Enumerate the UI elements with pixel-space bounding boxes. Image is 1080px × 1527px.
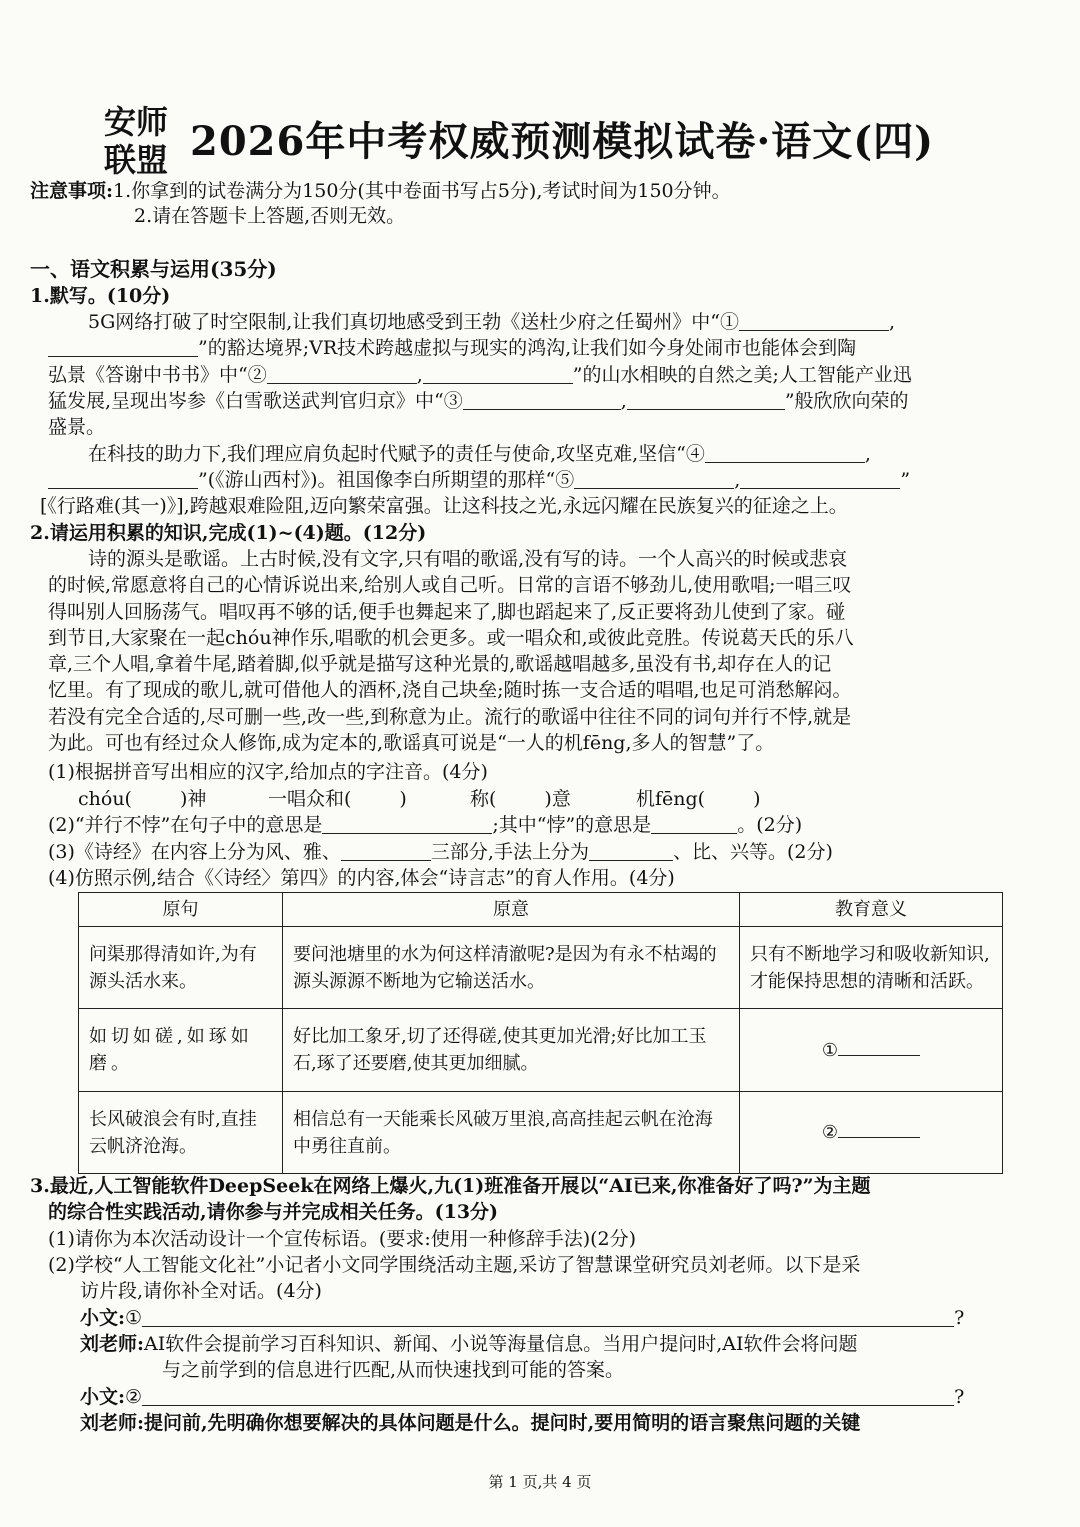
answer-number-2: ② — [821, 1122, 839, 1143]
notice-item-1: 1.你拿到的试卷满分为150分(其中卷面书写占5分),考试时间为150分钟。 — [113, 180, 731, 202]
dialogue-text-2: AI软件会提前学习百科知识、新闻、小说等海量信息。当用户提问时,AI软件会将问题 — [144, 1333, 858, 1355]
table-cell-meaning: 要问池塘里的水为何这样清澈呢?是因为有永不枯竭的源头源源不断地为它输送活水。 — [283, 927, 740, 1009]
dialogue-line-2b: 与之前学到的信息进行匹配,从而快速找到可能的答案。 — [162, 1359, 625, 1381]
q3-sub-2-line-1: (2)学校“人工智能文化社”小记者小文同学围绕活动主题,采访了智慧课堂研究员刘老师。以下是采 — [48, 1254, 861, 1276]
q1-line-2 — [48, 335, 856, 361]
q2-sub-4: (4)仿照示例,结合《〈诗经〉第四》的内容,体会“诗言志”的育人作用。(4分) — [48, 867, 675, 889]
page-title: 2026年中考权威预测模拟试卷·语文(四) — [190, 118, 935, 165]
speaker-teacher-liu: 刘老师: — [80, 1412, 145, 1434]
q1-text-3a: 弘景《答谢中书书》中“② — [48, 364, 267, 386]
q1-line-7 — [48, 467, 910, 493]
q2-sub-1-c-label: 称( — [470, 788, 497, 810]
dialogue-line-2 — [80, 1331, 858, 1357]
q2-sub-3-text-a: (3)《诗经》在内容上分为风、雅、 — [48, 841, 341, 863]
q1-blank-1b[interactable] — [48, 336, 198, 357]
q2-sub-2-text-c: 。(2分) — [737, 814, 803, 836]
q1-line-4 — [48, 388, 909, 414]
q2-sub-1-b-suffix: ) — [399, 788, 407, 810]
q2-sub-3 — [48, 839, 833, 865]
q1-text-4c: ”般欣欣向荣的 — [784, 390, 909, 412]
q2-sub-3-blank-1[interactable] — [341, 840, 431, 861]
q1-text-2: ”的豁达境界;VR技术跨越虚拟与现实的鸿沟,让我们如今身处闹市也能体会到陶 — [198, 337, 857, 359]
q2-sub-2-blank-1[interactable] — [322, 813, 492, 834]
table-cell-original: 长风破浪会有时,直挂云帆济沧海。 — [79, 1092, 283, 1174]
q1-sep-2: , — [416, 364, 423, 386]
speaker-xiaowen: 小文: — [80, 1307, 126, 1329]
q1-text-7a: ”(《游山西村》)。祖国像李白所期望的那样“⑤ — [198, 469, 575, 491]
notice-label: 注意事项: — [30, 180, 114, 202]
answer-number-1: ① — [821, 1039, 839, 1061]
q3-sub-1: (1)请你为本次活动设计一个宣传标语。(要求:使用一种修辞手法)(2分) — [48, 1228, 637, 1250]
q2-sub-1-a-suffix: )神 — [179, 788, 207, 810]
q2-sub-1-d-suffix: ) — [753, 788, 761, 810]
notice-line-1 — [30, 178, 731, 204]
dialogue-num-1: ① — [125, 1307, 143, 1329]
table-cell-original: 问渠那得清如许,为有源头活水来。 — [79, 927, 283, 1009]
speaker-xiaowen: 小文: — [80, 1386, 126, 1408]
table-header-cell: 原句 — [79, 893, 283, 927]
q1-line-5: 盛景。 — [48, 416, 106, 438]
q2-para-line-7: 若没有完全合适的,尽可删一些,改一些,到称意为止。流行的歌谣中往往不同的词句并行不悖,就是 — [48, 706, 852, 728]
q2-sub-3-blank-2[interactable] — [589, 840, 673, 861]
q2-sub-1-item-b — [268, 786, 407, 812]
dialogue-blank-1[interactable] — [142, 1306, 954, 1327]
q1-title: 1.默写。(10分) — [30, 285, 171, 307]
answer-blank-1[interactable] — [838, 1037, 920, 1056]
q1-text-1: 5G网络打破了时空限制,让我们真切地感受到王勃《送杜少府之任蜀州》中“① — [88, 311, 740, 333]
table-header-row — [79, 893, 1003, 927]
q2-sub-1-item-d — [636, 786, 761, 812]
table-row — [79, 1092, 1003, 1174]
dialogue-line-4 — [80, 1410, 860, 1436]
table-cell-education: 只有不断地学习和吸收新知识,才能保持思想的清晰和活跃。 — [740, 927, 1003, 1009]
q2-sub-1-d-label: 机fēng( — [636, 788, 706, 810]
dialogue-num-2: ② — [125, 1386, 143, 1408]
q2-sub-2-blank-2[interactable] — [651, 813, 737, 834]
q2-sub-3-text-b: 三部分,手法上分为 — [430, 841, 589, 863]
page-number: 第 1 页,共 4 页 — [488, 1473, 592, 1491]
q1-text-4a: 猛发展,呈现出岑参《白雪歌送武判官归京》中“③ — [48, 390, 463, 412]
table-cell-meaning: 好比加工象牙,切了还得磋,使其更加光滑;好比加工玉石,琢了还要磨,使其更加细腻。 — [283, 1009, 740, 1092]
section-heading: 一、语文积累与运用(35分) — [30, 257, 277, 281]
q2-para-line-4: 到节日,大家聚在一起chóu神作乐,唱歌的机会更多。或一唱众和,或彼此竞胜。传说葛天氏的乐八 — [48, 627, 854, 649]
q1-blank-4a[interactable] — [705, 442, 865, 463]
q1-sep-4: , — [864, 443, 871, 465]
table-cell-education-answer[interactable] — [740, 1009, 1003, 1092]
q3-line-1: 3.最近,人工智能软件DeepSeek在网络上爆火,九(1)班准备开展以“AI已来,你准备好了吗?”为主题 — [30, 1175, 871, 1197]
q2-sub-1-item-c — [470, 786, 571, 812]
poetry-table — [78, 892, 1003, 1174]
q2-para-line-2: 的时候,常愿意将自己的心情诉说出来,给别人或自己听。日常的言语不够劲儿,使用歌唱;一唱三叹 — [48, 574, 852, 596]
table-cell-original: 如切如磋,如琢如磨。 — [79, 1009, 283, 1092]
q1-blank-4b[interactable] — [48, 468, 198, 489]
q2-sub-2-text-b: ;其中“悖”的意思是 — [492, 814, 652, 836]
q2-para-line-5: 章,三个人唱,拿着牛尾,踏着脚,似乎就是描写这种光景的,歌谣越唱越多,虽没有书,却存在人的记 — [48, 653, 832, 675]
q1-sep-1: , — [889, 311, 896, 333]
dialogue-line-1 — [80, 1305, 964, 1331]
dialogue-qmark-2: ? — [954, 1386, 965, 1408]
q1-blank-2b[interactable] — [423, 363, 573, 384]
q1-text-6: 在科技的助力下,我们理应肩负起时代赋予的责任与使命,攻坚克难,坚信“④ — [88, 443, 705, 465]
q2-sub-1: (1)根据拼音写出相应的汉字,给加点的字注音。(4分) — [48, 761, 488, 783]
q1-line-8: [《行路难(其一)》],跨越艰难险阻,迈向繁荣富强。让这科技之光,永远闪耀在民族复兴的征途之上。 — [40, 495, 848, 517]
q1-text-3c: ”的山水相映的自然之美;人工智能产业迅 — [572, 364, 912, 386]
answer-blank-2[interactable] — [838, 1119, 920, 1138]
logo-top-text: 安师 — [104, 103, 169, 141]
q1-blank-3a[interactable] — [463, 389, 621, 410]
logo-bottom-text: 联盟 — [104, 141, 169, 179]
q2-para-line-6: 忆里。有了现成的歌儿,就可借他人的酒杯,浇自己块垒;随时拣一支合适的唱唱,也足可消愁解闷。 — [48, 679, 852, 701]
q1-line-6 — [88, 441, 871, 467]
dialogue-text-4: 提问前,先明确你想要解决的具体问题是什么。提问时,要用简明的语言聚焦问题的关键 — [144, 1412, 861, 1434]
table-cell-meaning: 相信总有一天能乘长风破万里浪,高高挂起云帆在沧海中勇往直前。 — [283, 1092, 740, 1174]
q2-sub-3-text-c: 、比、兴等。(2分) — [672, 841, 833, 863]
q1-blank-1a[interactable] — [739, 310, 889, 331]
dialogue-blank-2[interactable] — [142, 1385, 954, 1406]
q2-para-line-8: 为此。可也有经过众人修饰,成为定本的,歌谣真可说是“一人的机fēng,多人的智慧”了。 — [48, 732, 775, 754]
q1-line-3 — [48, 362, 912, 388]
table-row — [79, 1009, 1003, 1092]
q3-line-2: 的综合性实践活动,请你参与并完成相关任务。(13分) — [48, 1201, 499, 1223]
q2-sub-1-a-label: chóu( — [78, 788, 132, 810]
q1-line-1 — [88, 309, 895, 335]
table-header-cell: 教育意义 — [740, 893, 1003, 927]
q1-sep-3: , — [620, 390, 627, 412]
q2-para-line-1: 诗的源头是歌谣。上古时候,没有文字,只有唱的歌谣,没有写的诗。一个人高兴的时候或悲哀 — [88, 548, 848, 570]
q2-sub-1-c-suffix: )意 — [544, 788, 571, 810]
q1-blank-5b[interactable] — [740, 468, 900, 489]
q1-sep-5: , — [734, 469, 741, 491]
q1-blank-3b[interactable] — [627, 389, 785, 410]
speaker-teacher-liu: 刘老师: — [80, 1333, 145, 1355]
dialogue-qmark-1: ? — [954, 1307, 965, 1329]
dialogue-line-3 — [80, 1384, 964, 1410]
q3-sub-2-line-2: 访片段,请你补全对话。(4分) — [80, 1280, 322, 1302]
q2-sub-2-text-a: (2)“并行不悖”在句子中的意思是 — [48, 814, 323, 836]
table-row — [79, 927, 1003, 1009]
q1-blank-5a[interactable] — [574, 468, 734, 489]
table-header-cell: 原意 — [283, 893, 740, 927]
q2-title: 2.请运用积累的知识,完成(1)~(4)题。(12分) — [30, 522, 427, 544]
q2-sub-1-b-label: 一唱众和( — [268, 788, 352, 810]
table-cell-education-answer[interactable] — [740, 1092, 1003, 1174]
notice-item-2: 2.请在答题卡上答题,否则无效。 — [134, 205, 406, 227]
q2-sub-2 — [48, 812, 802, 838]
q2-sub-1-item-a — [78, 786, 206, 812]
q1-text-7c: ” — [900, 469, 911, 491]
q2-para-line-3: 得叫别人回肠荡气。唱叹再不够的话,便手也舞起来了,脚也蹈起来了,反正要将劲儿使到了家。碰 — [48, 601, 846, 623]
q1-blank-2a[interactable] — [267, 363, 417, 384]
exam-logo — [104, 104, 184, 188]
